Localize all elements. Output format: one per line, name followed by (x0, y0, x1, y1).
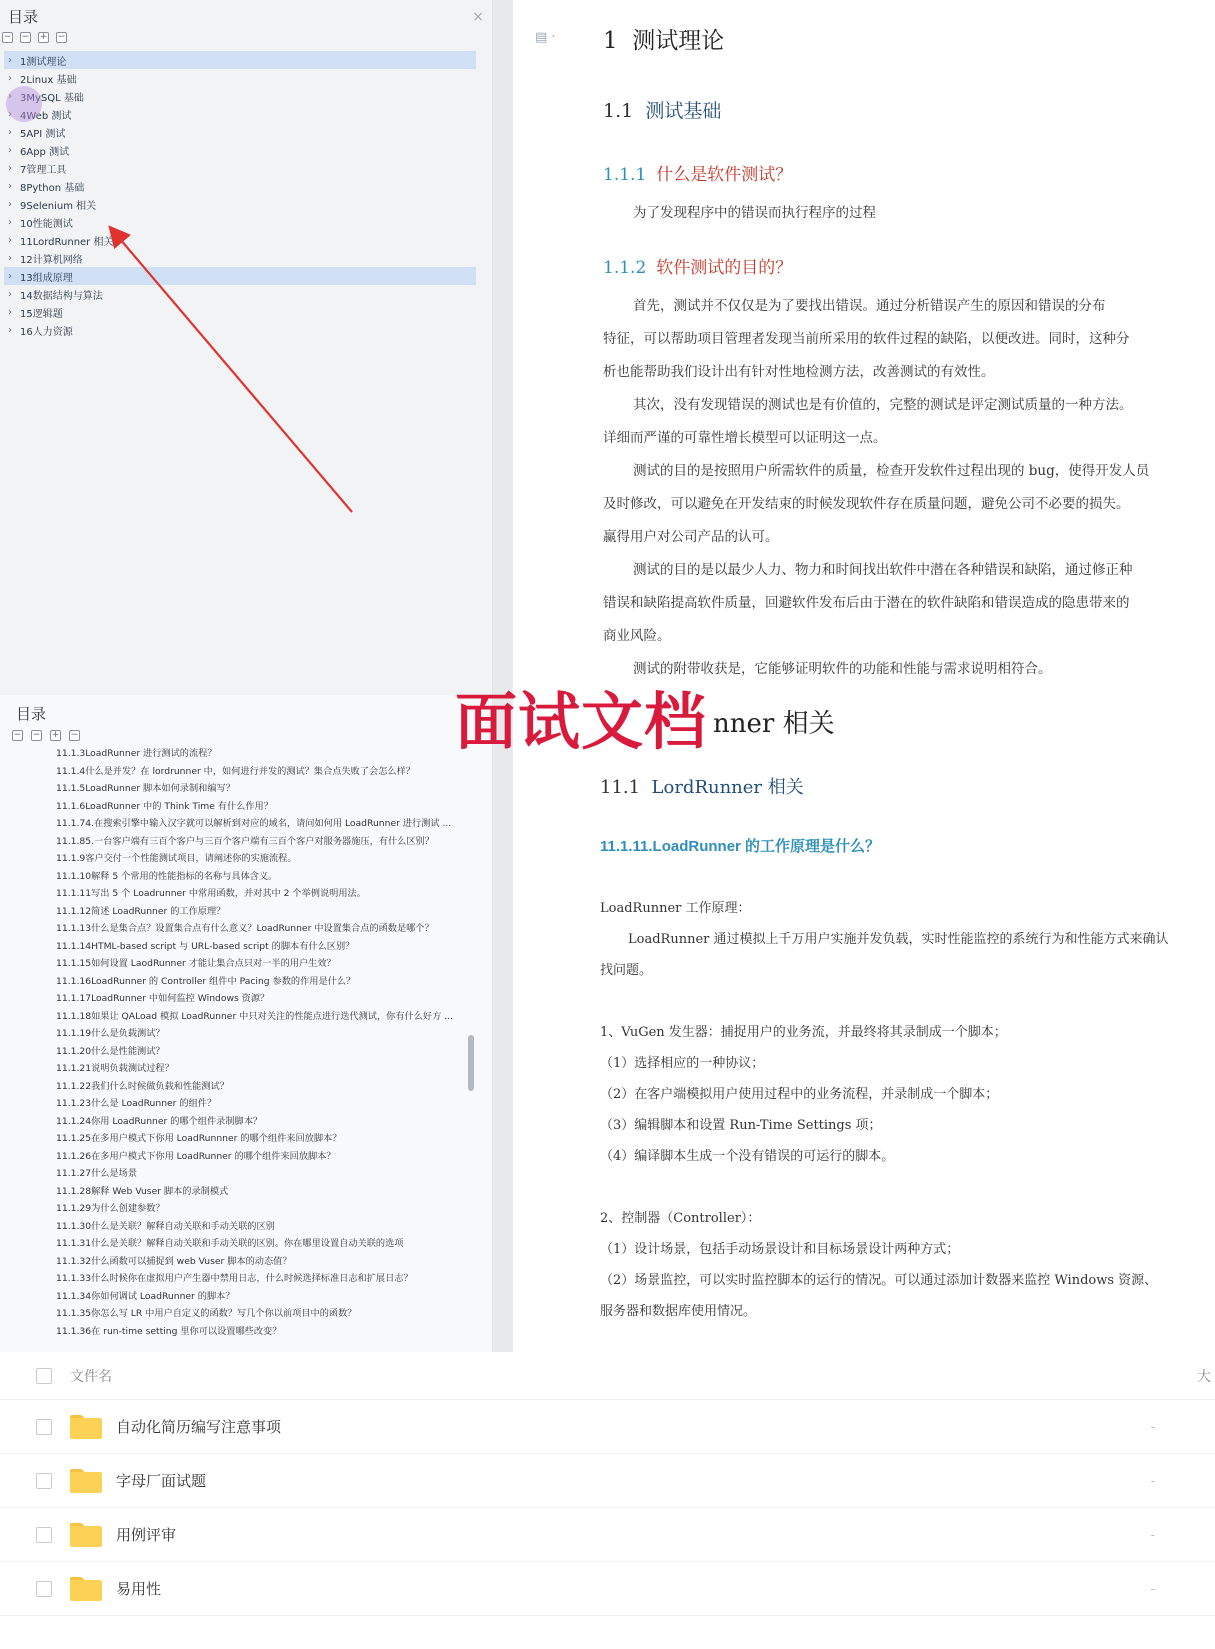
heading-3-question-1: 1.1.1 什么是软件测试？ (603, 165, 793, 185)
toc-item-label: 5API 测试 (20, 128, 66, 140)
chevron-right-icon[interactable]: › (8, 270, 12, 282)
file-row[interactable] (0, 1508, 1215, 1562)
toc-item[interactable]: 11.1.21说明负载测试过程？ (56, 1063, 174, 1074)
answer-2-body: 首先，测试并不仅仅是为了要找出错误。通过分析错误产生的原因和错误的分布 特征，可以帮助项目管理者发现当前所采用的软件过程的缺陷，以便改进。同时，这种分 析也能帮助我们设计出有针对性地检测方法，改善测试的有效性。 其次，没有发现错误的测试也是有价值的，完整的测试是评定测试质量的一种方法。 详细而严谨的可靠性增长模型可以证明这一点。 测试的目的是按照用户所需软件的质量，检查开发软件过程出现的 bug，使得开发人员 及时修改，可以避免在开发结束的时候发现软件存在质量问题，避免公司不必要的损失。 赢得用户对公司产品的认可。 测试的目的是以最少人力、物力和时间找出软件中潜在各种错误和缺陷，通过修正种 错误和缺陷提高软件质量，回避软件发布后由于潜在的软件缺陷和错误造成的隐患带来的 商业风险。 测试的附带收获是，它能够证明软件的功能和性能与需求说明相符合。 (603, 298, 1150, 677)
toc-item-label: 16人力资源 (20, 326, 73, 338)
chevron-right-icon[interactable]: › (8, 54, 12, 66)
heading-1: 1 测试理论 (603, 28, 725, 54)
heading-3-question-2: 1.1.2 软件测试的目的？ (603, 258, 793, 278)
toc-item-label: 1测试理论 (20, 56, 67, 68)
toc-item[interactable]: 11.1.27什么是场景 (56, 1168, 138, 1179)
chevron-right-icon[interactable]: › (8, 162, 12, 174)
collapse-icon[interactable]: − (21, 32, 30, 42)
toc-item[interactable]: 11.1.30什么是关联？解释自动关联和手动关联的区别 (56, 1220, 275, 1232)
file-size: - (1150, 1581, 1155, 1596)
chevron-right-icon[interactable]: › (8, 252, 12, 264)
file-rows (0, 1400, 1215, 1616)
chevron-right-icon[interactable]: › (8, 234, 12, 246)
toc-toolbar (0, 724, 492, 745)
toc-item[interactable]: 11.1.11写出 5 个 Loadrunner 中常用函数，并对其中 2 个举例说明用法。 (56, 888, 366, 899)
select-all-checkbox[interactable] (36, 1368, 52, 1384)
toc-item-label: 15逻辑题 (20, 308, 63, 320)
toc-item[interactable]: 11.1.5LoadRunner 脚本如何录制和编写？ (56, 783, 235, 794)
chevron-right-icon[interactable]: › (8, 324, 12, 336)
toc-item-label: 3MySQL 基础 (20, 92, 84, 104)
chevron-right-icon[interactable]: › (8, 72, 12, 84)
toc-item[interactable]: 11.1.4什么是并发？在 lordrunner 中，如何进行并发的测试？集合点失败了会怎么样？ (56, 765, 415, 777)
collapse-icon[interactable]: − (32, 730, 41, 740)
heading-1: nner 相关 (713, 709, 835, 739)
toc-item[interactable]: 11.1.14HTML-based script 与 URL-based script 的脚本有什么区别？ (56, 940, 355, 952)
folder-icon (70, 1469, 102, 1493)
toc-item[interactable]: 11.1.20什么是性能测试？ (56, 1045, 165, 1057)
row-checkbox[interactable] (36, 1527, 52, 1543)
chevron-right-icon[interactable]: › (8, 108, 12, 120)
toc-item[interactable]: 11.1.34你如何调试 LoadRunner 的脚本？ (56, 1290, 235, 1302)
file-name[interactable]: 自动化简历编写注意事项 (116, 1418, 282, 1436)
toc-title: 目录 (8, 8, 39, 26)
toc-item[interactable]: 11.1.85.一台客户端有三百个客户与三百个客户端有三百个客户对服务器施压，有什么区别？ (56, 835, 434, 847)
toc-item[interactable]: 11.1.35你怎么写 LR 中用户自定义的函数？写几个你以前项目中的函数？ (56, 1308, 357, 1319)
watermark-overlay: 面试文档 (455, 685, 708, 758)
toc-item[interactable]: 11.1.9客户交付一个性能测试项目，请阐述你的实施流程。 (56, 853, 297, 864)
toc-item[interactable]: 11.1.12简述 LoadRunner 的工作原理？ (56, 905, 226, 917)
column-size[interactable]: 大 (1197, 1368, 1211, 1385)
file-size: - (1150, 1419, 1155, 1434)
expand-icon[interactable]: + (39, 32, 48, 42)
expand-all-icon[interactable]: − (57, 32, 66, 42)
annotation-arrow (0, 0, 493, 695)
toc-item[interactable]: 11.1.28解释 Web Vuser 脚本的录制模式 (56, 1185, 229, 1197)
doc-body: LoadRunner 工作原理： LoadRunner 通过模拟上千万用户实施并发负载，实时性能监控的系统行为和性能方式来确认 找问题。 1、VuGen 发生器：捕捉用户的业务流，并最终将其录制成一个脚本； （1）选择相应的一种协议； （2）在客户端模拟用户使用过程中的业务流程，并录制成一个脚本； （3）编辑脚本和设置 Run-Time Settings 项； （4）编译脚本生成一个没有错误的可运行的脚本。 2、控制器（Controller）： （1）设计场景，包括手动场景设计和目标场景设计两种方式； （2）场景监控，可以实时监控脚本的运行的情况。可以通过添加计数器来监控 Windows 资源、 服务器和数据库使用情况。 (600, 901, 1169, 1319)
file-list (0, 1352, 1215, 1649)
document-page (513, 0, 1215, 695)
heading-2: 11.1 LordRunner 相关 (600, 777, 804, 798)
heading-2: 1.1 测试基础 (603, 100, 722, 122)
toc-item[interactable]: 11.1.10解释 5 个常用的性能指标的名称与具体含义。 (56, 870, 278, 882)
toc-item[interactable]: 11.1.19什么是负载测试？ (56, 1028, 165, 1039)
toc-item[interactable]: 11.1.6LoadRunner 中的 Think Time 有什么作用？ (56, 800, 273, 812)
collapse-all-icon[interactable]: − (3, 32, 12, 42)
toc-item[interactable]: 11.1.36在 run-time setting 里你可以设置哪些改变？ (56, 1325, 282, 1337)
document-page (513, 695, 1215, 1352)
toc-item-label: 8Python 基础 (20, 182, 85, 194)
file-size: - (1150, 1473, 1155, 1488)
toc-item[interactable]: 11.1.3LoadRunner 进行测试的流程？ (56, 748, 217, 759)
toc-item-label: 12计算机网络 (20, 254, 83, 266)
toc-item-label: 6App 测试 (20, 146, 70, 158)
file-row[interactable] (0, 1562, 1215, 1616)
toc-item-label: 9Selenium 相关 (20, 200, 97, 212)
toc-item[interactable]: 11.1.29为什么创建参数？ (56, 1203, 165, 1214)
scrollbar-thumb[interactable] (468, 1035, 474, 1091)
chevron-right-icon[interactable]: › (8, 198, 12, 210)
toc-item[interactable]: 11.1.25在多用户模式下你用 LoadRunnner 的哪个组件来回放脚本？ (56, 1133, 342, 1144)
expand-all-icon[interactable]: − (70, 730, 79, 740)
top-toc-panel (0, 0, 493, 695)
toc-item[interactable]: 11.1.13什么是集合点？设置集合点有什么意义？LoadRunner 中设置集合点的函数是哪个？ (56, 923, 434, 934)
toc-item[interactable]: 11.1.24你用 LoadRunner 的哪个组件录制脚本？ (56, 1115, 263, 1127)
toc-item[interactable]: 11.1.18如果让 QALoad 模拟 LoadRunner 中只对关注的性能点进行迭代测试，你有什么好方 ... (56, 1010, 453, 1022)
chevron-right-icon[interactable]: › (8, 180, 12, 192)
toc-item-label: 7管理工具 (20, 164, 67, 176)
chevron-right-icon[interactable]: › (8, 216, 12, 228)
toc-item[interactable]: 11.1.17LoadRunner 中如何监控 Windows 资源？ (56, 993, 270, 1004)
file-size: - (1150, 1527, 1155, 1542)
file-row[interactable] (0, 1454, 1215, 1508)
column-filename[interactable]: 文件名 (70, 1368, 112, 1385)
toc-item[interactable]: 11.1.74.在搜索引擎中输入汉字就可以解析到对应的域名，请问如何用 LoadRunner 进行测试 ... (56, 818, 452, 829)
toc-item[interactable]: 11.1.22我们什么时候做负载和性能测试？ (56, 1080, 229, 1092)
chevron-right-icon[interactable]: › (8, 90, 12, 102)
cursor-highlight (6, 86, 42, 122)
expand-icon[interactable]: + (51, 730, 60, 740)
toc-item-label: 2Linux 基础 (20, 74, 77, 86)
toc-item[interactable]: 11.1.23什么是 LoadRunner 的组件？ (56, 1098, 217, 1109)
toc-item-label: 4Web 测试 (20, 110, 72, 122)
row-checkbox[interactable] (36, 1581, 52, 1597)
toc-item[interactable]: 11.1.33什么时候你在虚拟用户产生器中禁用日志，什么时候选择标准日志和扩展日志？ (56, 1273, 413, 1284)
collapse-all-icon[interactable]: − (13, 730, 22, 740)
toc-title: 目录 (16, 705, 47, 723)
toc-item[interactable]: 11.1.32什么函数可以捕捉到 web Vuser 脚本的动态值？ (56, 1255, 292, 1267)
toc-list (0, 745, 492, 1340)
folder-icon (70, 1415, 102, 1439)
toc-item[interactable]: 11.1.16LoadRunner 的 Controller 组件中 Pacing 参数的作用是什么？ (56, 975, 356, 987)
folder-icon (70, 1523, 102, 1547)
splitter[interactable] (493, 0, 513, 695)
file-name[interactable]: 用例评审 (116, 1526, 177, 1544)
toc-item[interactable]: 11.1.26在多用户模式下你用 LoadRunner 的哪个组件来回放脚本？ (56, 1150, 336, 1162)
file-row[interactable] (0, 1400, 1215, 1454)
toc-item[interactable]: 11.1.31什么是关联？解释自动关联和手动关联的区别。你在哪里设置自动关联的选项 (56, 1238, 404, 1249)
chevron-right-icon[interactable]: › (8, 126, 12, 138)
heading-3: 11.1.11.LoadRunner 的工作原理是什么？ (600, 838, 881, 855)
toc-item-label: 11LordRunner 相关 (20, 236, 114, 248)
toc-item-label: 13组成原理 (20, 272, 73, 284)
folder-icon (70, 1577, 102, 1601)
file-list-header (0, 1352, 1215, 1400)
toc-item-label: 14数据结构与算法 (20, 290, 103, 302)
file-name[interactable]: 字母厂面试题 (116, 1472, 207, 1490)
splitter[interactable] (493, 695, 513, 1352)
answer-1: 为了发现程序中的错误而执行程序的过程 (633, 205, 876, 221)
chevron-right-icon[interactable]: › (8, 306, 12, 318)
chevron-right-icon[interactable]: › (8, 288, 12, 300)
row-checkbox[interactable] (36, 1419, 52, 1435)
middle-toc-panel (0, 695, 493, 1352)
file-name[interactable]: 易用性 (116, 1580, 162, 1598)
toc-item-label: 10性能测试 (20, 218, 73, 230)
row-checkbox[interactable] (36, 1473, 52, 1489)
toc-item[interactable]: 11.1.15如何设置 LaodRunner 才能让集合点只对一半的用户生效？ (56, 958, 336, 969)
close-icon[interactable]: × (472, 8, 484, 25)
page-icon: ▤ · (535, 30, 556, 45)
chevron-right-icon[interactable]: › (8, 144, 12, 156)
